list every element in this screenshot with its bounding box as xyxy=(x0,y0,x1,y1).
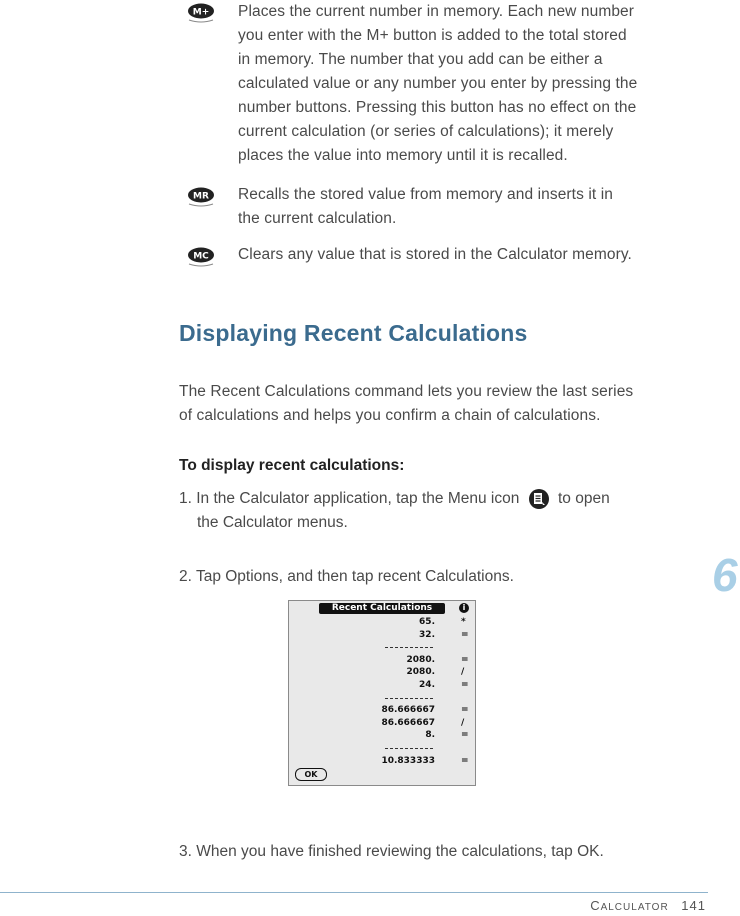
separator-line xyxy=(385,748,433,749)
step-3: 3. When you have finished reviewing the calculations, tap OK. xyxy=(179,843,604,860)
calc-operator: = xyxy=(461,680,469,690)
calc-row xyxy=(289,704,475,717)
memory-recall-description: Recalls the stored value from memory and inserts it in the current calculation. xyxy=(238,186,613,227)
chapter-tab: 6 xyxy=(712,549,738,601)
calc-row xyxy=(289,666,475,679)
calc-row xyxy=(289,679,475,692)
ok-button[interactable]: OK xyxy=(295,768,327,781)
screen-titlebar xyxy=(289,601,475,615)
calc-operator: * xyxy=(461,617,466,627)
calc-row xyxy=(289,616,475,629)
page-number: 141 xyxy=(681,898,706,913)
calc-row xyxy=(289,641,475,654)
calc-value: 8. xyxy=(425,730,435,741)
calc-value: 2080. xyxy=(406,654,435,665)
separator-line xyxy=(385,698,433,699)
calc-row xyxy=(289,742,475,755)
calc-operator: = xyxy=(461,654,469,665)
screen-title: Recent Calculations xyxy=(331,603,433,613)
step-2: 2. Tap Options, and then tap recent Calculations. xyxy=(179,568,514,585)
calc-operator: = xyxy=(461,730,469,741)
menu-icon xyxy=(528,488,550,510)
calc-value: 10.833333 xyxy=(381,755,435,766)
memory-clear-icon xyxy=(186,246,216,266)
calc-operator: = xyxy=(461,629,469,640)
recent-calculations-screen xyxy=(288,600,476,786)
memory-plus-description: Places the current number in memory. Each new number you enter with the M+ button is added to the total stored in memory. The number that you add can be either a calculated value or any number you enter by pressing the number buttons. Pressing this button has no effect on the current calculation (or series of calculations); it merely places the value into memory until it is recalled. xyxy=(238,3,638,164)
svg-text:M+: M+ xyxy=(192,7,210,18)
calc-row xyxy=(289,629,475,642)
separator-line xyxy=(385,647,433,648)
info-icon[interactable]: i xyxy=(459,603,469,613)
calc-row xyxy=(289,654,475,667)
calc-value: 86.666667 xyxy=(381,717,435,728)
memory-clear-description: Clears any value that is stored in the Calculator memory. xyxy=(238,246,632,263)
calc-row xyxy=(289,717,475,730)
footer: CALCULATOR 141 xyxy=(590,898,706,913)
calc-value: 86.666667 xyxy=(381,705,435,716)
memory-recall-icon xyxy=(186,186,216,206)
calc-value: 2080. xyxy=(406,667,435,678)
calc-row xyxy=(289,755,475,768)
calc-value: 24. xyxy=(419,680,435,690)
calc-value: 32. xyxy=(419,629,435,640)
calc-operator: / xyxy=(461,717,465,728)
memory-plus-icon xyxy=(186,2,216,22)
calc-row xyxy=(289,692,475,705)
procedure-title: To display recent calculations: xyxy=(179,457,405,474)
calc-operator: = xyxy=(461,705,469,716)
section-heading: Displaying Recent Calculations xyxy=(179,320,528,346)
svg-text:MC: MC xyxy=(193,251,209,262)
step-1: 1. In the Calculator application, tap the Menu icon to open the Calculator menus. xyxy=(179,487,610,535)
calc-value: 65. xyxy=(419,617,435,627)
calc-operator: / xyxy=(461,667,465,678)
calc-operator: = xyxy=(461,755,469,766)
svg-text:MR: MR xyxy=(193,191,209,202)
section-intro: The Recent Calculations command lets you review the last series of calculations and helps you confirm a chain of calculations. xyxy=(179,383,634,424)
footer-rule xyxy=(0,892,708,893)
calc-row xyxy=(289,729,475,742)
